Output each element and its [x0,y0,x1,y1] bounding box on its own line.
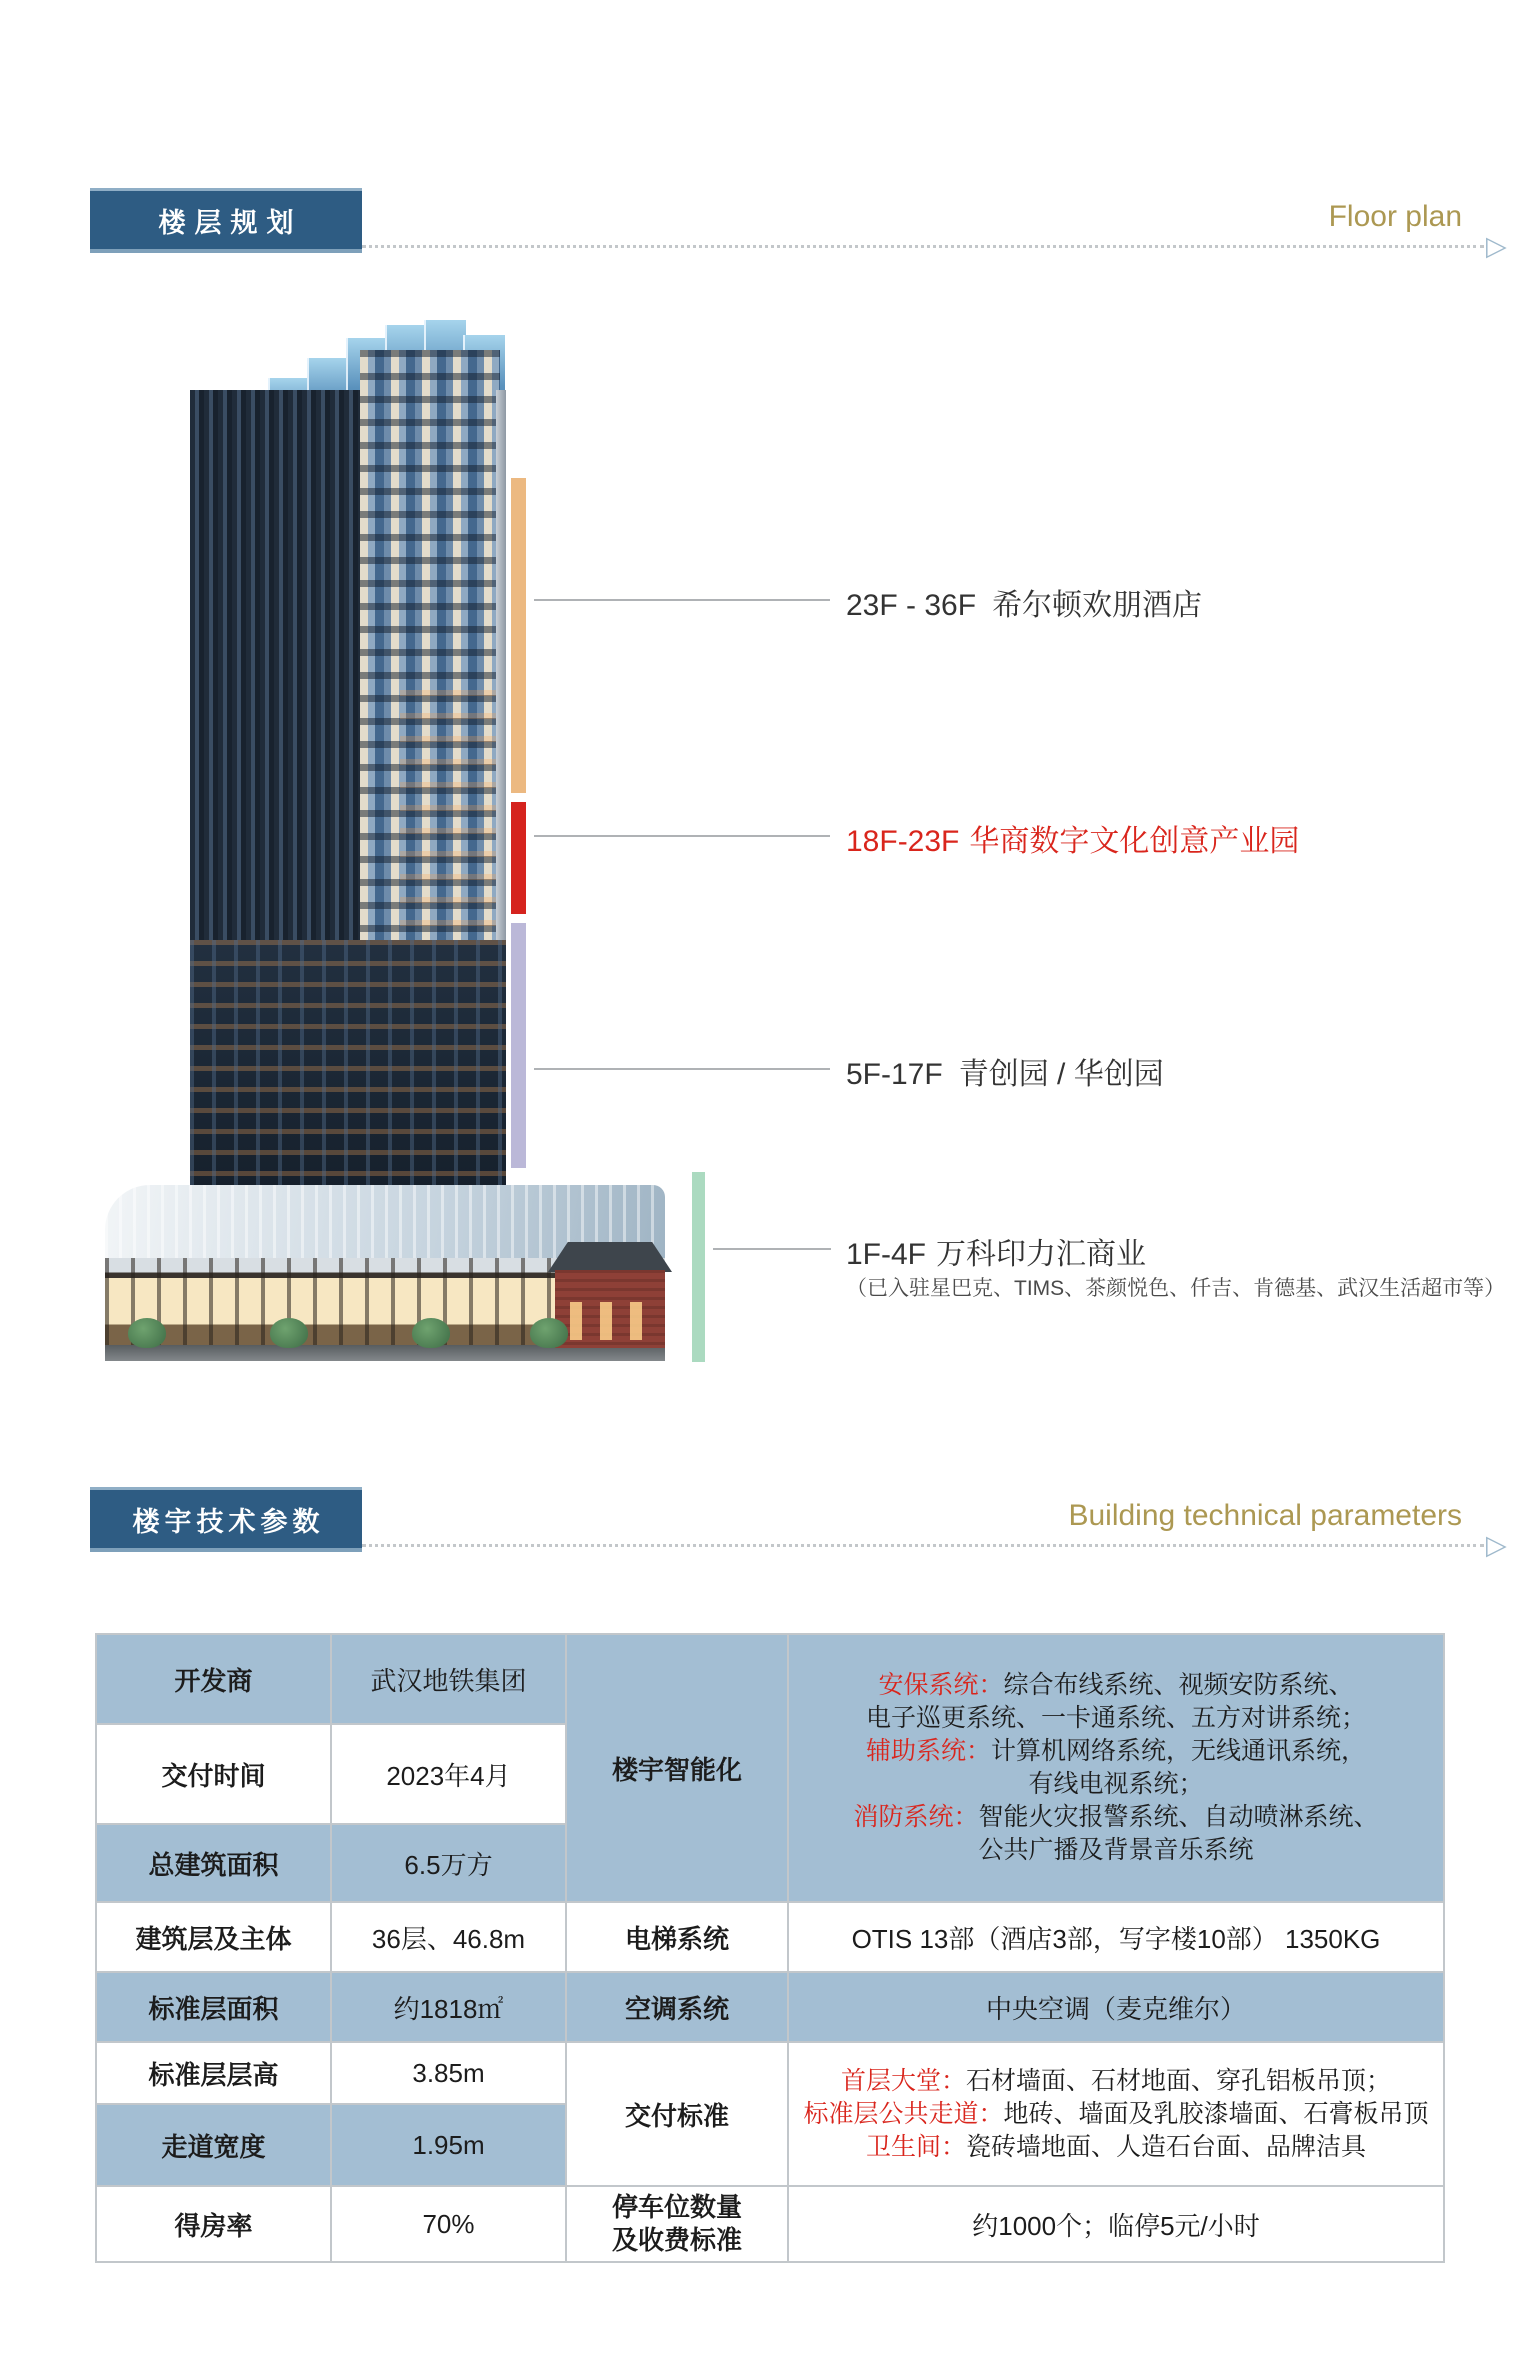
total-area-label: 总建筑面积 [96,1824,331,1902]
floor-plan-title: 楼层规划 [158,207,303,238]
table-row [96,1972,1444,2042]
table-row [96,2186,1444,2262]
zone-bar-industry-park [511,802,526,914]
zone-label: 万科印力汇商业 [936,1238,1147,1271]
zone-label: 青创园 / 华创园 [958,1058,1164,1091]
delivery-standard-label: 交付标准 [566,2042,788,2186]
zone-range: 18F-23F [846,825,960,858]
floors-structure-value: 36层、46.8m [331,1902,566,1972]
table-row [96,2042,1444,2104]
brick-building-windows [562,1302,658,1340]
parking-label: 停车位数量 及收费标准 [566,2186,788,2262]
red-subhead: 卫生间： [865,2132,966,2161]
smart-building-content: 安保系统：综合布线系统、视频安防系统、 电子巡更系统、一卡通系统、五方对讲系统； 辅助系统：计算机网络系统，无线通讯系统， 有线电视系统； 消防系统：智能火灾报警系统、自动喷淋系统、 公共广播及背景音乐系统 [788,1634,1444,1902]
red-subhead: 安保系统： [878,1671,1004,1699]
floor-height-label: 标准层层高 [96,2042,331,2104]
tree-icon [270,1318,308,1348]
tree-icon [128,1318,166,1348]
floor-plan-arrow-icon: ▷ [1486,231,1507,261]
zone-range: 5F-17F [846,1058,943,1091]
parameters-table [95,1633,1445,2263]
connector-line [713,1248,831,1250]
ac-label: 空调系统 [566,1972,788,2042]
tree-icon [412,1318,450,1348]
efficiency-rate-label: 得房率 [96,2186,331,2262]
table-row [96,1634,1444,1724]
zone-label: 希尔顿欢朋酒店 [992,589,1203,622]
parking-value: 约1000个；临停5元/小时 [788,2186,1444,2262]
typical-floor-area-label: 标准层面积 [96,1972,331,2042]
zone-bar-retail [692,1172,705,1362]
total-area-value: 6.5万方 [331,1824,566,1902]
brick-building-roof [548,1242,672,1272]
building-rendering [100,240,700,1370]
red-subhead: 标准层公共走道： [803,2099,1004,2128]
connector-line [534,599,830,601]
params-dotted-rule [362,1544,1484,1547]
zone-annotation-industry-park [846,816,1299,860]
efficiency-rate-value: 70% [331,2186,566,2262]
smart-building-label: 楼宇智能化 [566,1634,788,1902]
params-title-en: Building technical parameters [1068,1499,1462,1532]
red-subhead: 辅助系统： [865,1737,991,1765]
zone-annotation-retail [846,1229,1146,1273]
params-section-header [90,1487,362,1552]
ac-value: 中央空调（麦克维尔） [788,1972,1444,2042]
connector-line [534,1068,830,1070]
zone-annotation-innovation-park [846,1049,1164,1093]
delivery-date-value: 2023年4月 [331,1724,566,1824]
tree-icon [530,1318,568,1348]
delivery-standard-content: 首层大堂：石材墙面、石材地面、穿孔铝板吊顶； 标准层公共走道：地砖、墙面及乳胶漆墙面、石膏板吊顶 卫生间：瓷砖墙地面、人造石台面、品牌洁具 [788,2042,1444,2186]
floors-structure-label: 建筑层及主体 [96,1902,331,1972]
table-row [96,1902,1444,1972]
zone-annotation-hotel [846,580,1202,624]
delivery-date-label: 交付时间 [96,1724,331,1824]
zone-range: 1F-4F [846,1238,927,1271]
developer-label: 开发商 [96,1634,331,1724]
corridor-width-label: 走道宽度 [96,2104,331,2186]
elevator-label: 电梯系统 [566,1902,788,1972]
developer-value: 武汉地铁集团 [331,1634,566,1724]
params-title: 楼宇技术参数 [132,1506,325,1537]
zone-bar-hotel [511,478,526,793]
connector-line [534,835,830,837]
typical-floor-area-value: 约1818㎡ [331,1972,566,2042]
corridor-width-value: 1.95m [331,2104,566,2186]
elevator-value: OTIS 13部（酒店3部，写字楼10部） 1350KG [788,1902,1444,1972]
zone-label: 华商数字文化创意产业园 [969,825,1300,858]
zone-bar-innovation-park [511,923,526,1168]
zone-range: 23F - 36F [846,589,977,622]
zone-retail-note: （已入驻星巴克、TIMS、茶颜悦色、仟吉、肯德基、武汉生活超市等） [846,1277,1506,1300]
floor-plan-title-en: Floor plan [1328,200,1462,233]
params-arrow-icon: ▷ [1486,1530,1507,1560]
red-subhead: 消防系统： [853,1803,979,1831]
tower-lower-facade [190,940,506,1190]
red-subhead: 首层大堂： [840,2066,966,2095]
floor-height-value: 3.85m [331,2042,566,2104]
